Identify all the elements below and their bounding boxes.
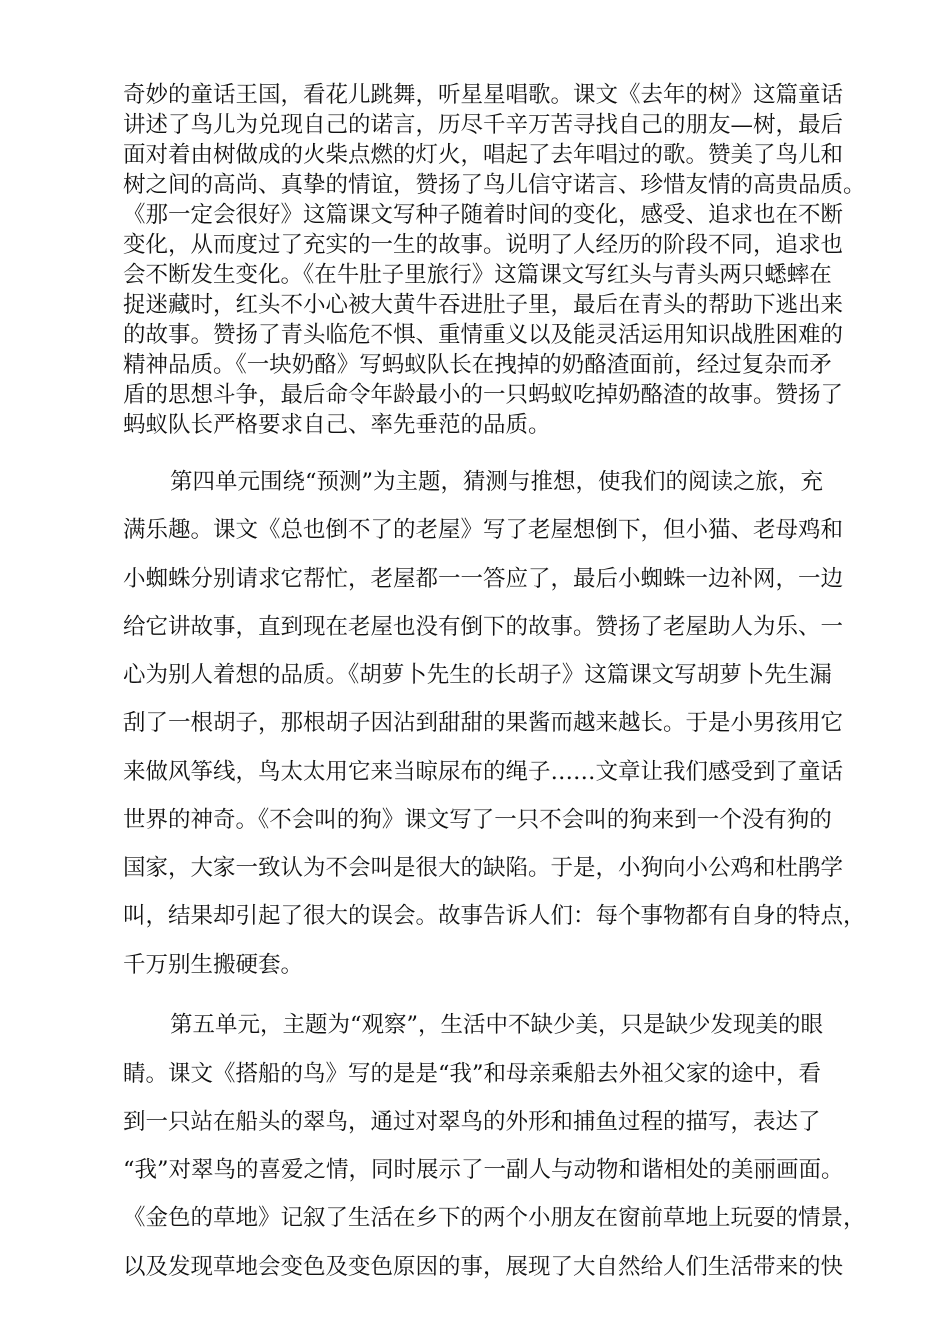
- text-line: 给它讲故事，直到现在老屋也没有倒下的故事。赞扬了老屋助人为乐、一: [123, 614, 844, 640]
- text-line: 树之间的高尚、真挚的情谊，赞扬了鸟儿信守诺言、珍惜友情的高贵品质。: [123, 172, 866, 198]
- text-line: “我”对翠鸟的喜爱之情，同时展示了一副人与动物和谐相处的美丽画面。: [123, 1157, 844, 1183]
- text-line: 小蜘蛛分别请求它帮忙，老屋都一一答应了，最后小蜘蛛一边补网，一边: [123, 566, 844, 592]
- text-line: 刮了一根胡子，那根胡子因沾到甜甜的果酱而越来越长。于是小男孩用它: [123, 710, 844, 736]
- text-line: 《金色的草地》记叙了生活在乡下的两个小朋友在窗前草地上玩耍的情景，: [123, 1205, 866, 1231]
- text-line: 世界的神奇。《不会叫的狗》课文写了一只不会叫的狗来到一个没有狗的: [123, 807, 832, 833]
- text-line: 精神品质。《一块奶酪》写蚂蚁队长在拽掉的奶酪渣面前，经过复杂而矛: [123, 352, 832, 378]
- text-line: 第五单元，主题为“观察”，生活中不缺少美，只是缺少发现美的眼: [170, 1012, 824, 1038]
- text-line: 千万别生搬硬套。: [123, 952, 304, 978]
- text-line: 以及发现草地会变色及变色原因的事，展现了大自然给人们生活带来的快: [123, 1254, 844, 1280]
- text-line: 蚂蚁队长严格要求自己、率先垂范的品质。: [123, 412, 551, 438]
- text-line: 国家，大家一致认为不会叫是很大的缺陷。于是，小狗向小公鸡和杜鹃学: [123, 855, 844, 881]
- text-line: 叫，结果却引起了很大的误会。故事告诉人们：每个事物都有自身的特点，: [123, 903, 866, 929]
- text-line: 第四单元围绕“预测”为主题，猜测与推想，使我们的阅读之旅，充: [170, 469, 824, 495]
- text-line: 心为别人着想的品质。《胡萝卜先生的长胡子》这篇课文写胡萝卜先生漏: [123, 662, 832, 688]
- text-line: 讲述了鸟儿为兑现自己的诺言，历尽千辛万苦寻找自己的朋友—树，最后: [123, 112, 844, 138]
- text-line: 会不断发生变化。《在牛肚子里旅行》这篇课文写红头与青头两只蟋蟀在: [123, 262, 832, 288]
- text-line: 盾的思想斗争，最后命令年龄最小的一只蚂蚁吃掉奶酪渣的故事。赞扬了: [123, 382, 844, 408]
- text-line: 捉迷藏时，红头不小心被大黄牛吞进肚子里，最后在青头的帮助下逃出来: [123, 292, 844, 318]
- text-line: 变化，从而度过了充实的一生的故事。说明了人经历的阶段不同，追求也: [123, 232, 844, 258]
- text-line: 的故事。赞扬了青头临危不惧、重情重义以及能灵活运用知识战胜困难的: [123, 322, 844, 348]
- text-line: 到一只站在船头的翠鸟，通过对翠鸟的外形和捕鱼过程的描写，表达了: [123, 1109, 821, 1135]
- text-line: 睛。课文《搭船的鸟》写的是是“我”和母亲乘船去外祖父家的途中，看: [123, 1061, 822, 1087]
- text-line: 奇妙的童话王国，看花儿跳舞，听星星唱歌。课文《去年的树》这篇童话: [123, 82, 844, 108]
- text-line: 面对着由树做成的火柴点燃的灯火，唱起了去年唱过的歌。赞美了鸟儿和: [123, 142, 844, 168]
- text-line: 《那一定会很好》这篇课文写种子随着时间的变化，感受、追求也在不断: [123, 202, 844, 228]
- text-line: 来做风筝线，鸟太太用它来当晾尿布的绳子……文章让我们感受到了童话: [123, 759, 844, 785]
- text-line: 满乐趣。课文《总也倒不了的老屋》写了老屋想倒下，但小猫、老母鸡和: [123, 517, 844, 543]
